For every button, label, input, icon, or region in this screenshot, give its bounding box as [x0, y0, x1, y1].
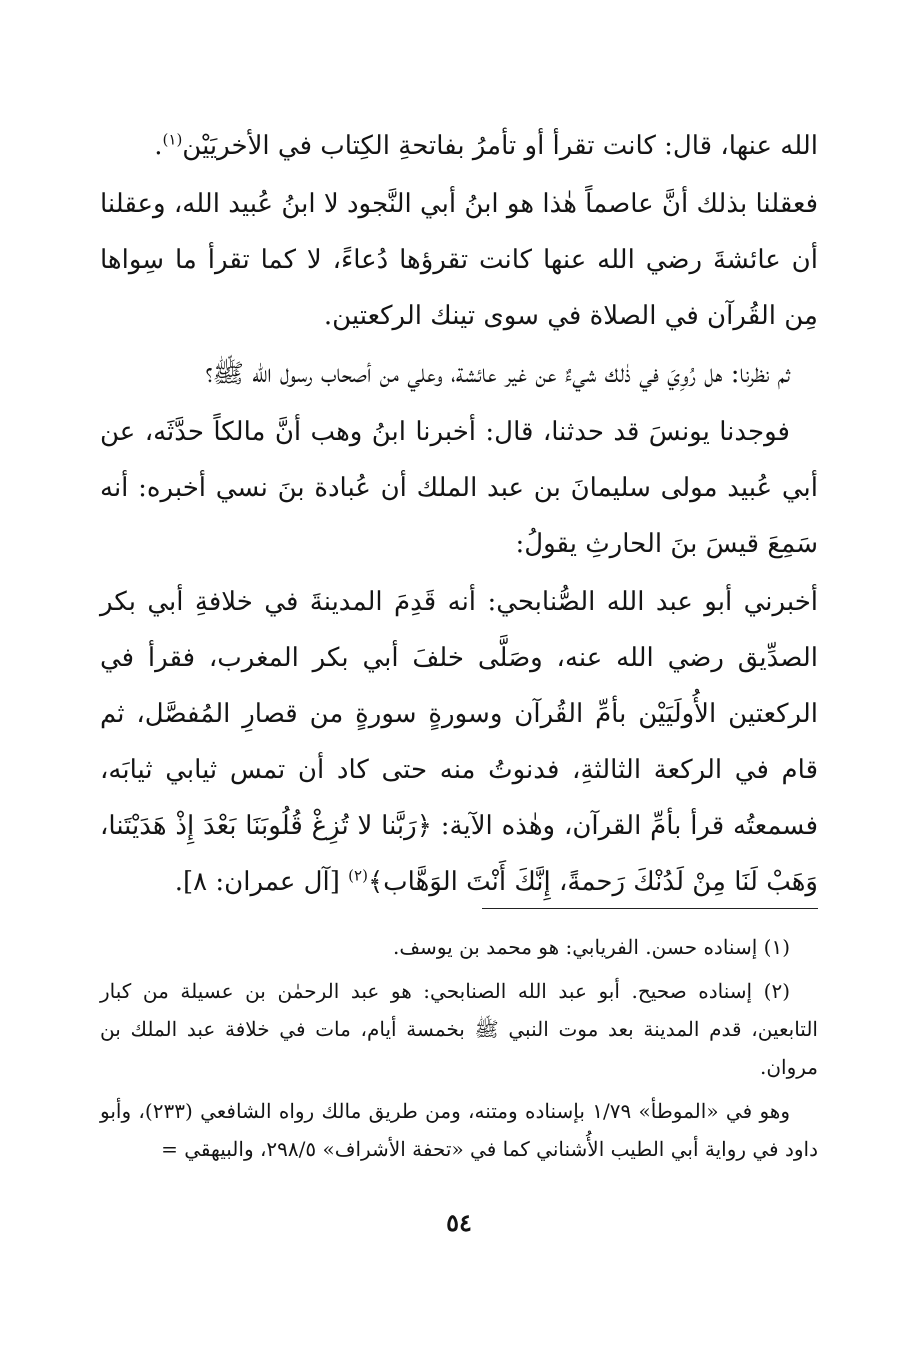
paragraph-tail: [آل عمران: ٨].: [174, 867, 349, 897]
paragraph-5: [100, 574, 818, 910]
footnote-marker-2: (٢): [348, 866, 368, 885]
footnotes: [100, 928, 818, 1168]
footnote-1: (١) إسناده حسن. الفريابي: هو محمد بن يوسف.: [393, 935, 790, 959]
footnote-separator: [482, 908, 818, 909]
paragraph-1: [100, 118, 818, 174]
paragraph-text: فوجدنا يونسَ قد حدثنا، قال: أخبرنا ابنُ وهب أنَّ مالكاً حدَّثَه، عن أبي عُبيد مولى سليمانَ بن عبد الملك أن عُبادة بنَ نسي أخبره: أنه سَمِعَ قيسَ بنَ الحارثِ يقولُ:: [100, 417, 818, 559]
paragraph-tail: .: [154, 131, 163, 161]
paragraph-text: ثم نظرنا: هل رُوِيَ في ذٰلك شيءٌ عن غير عائشة، وعلي من أصحاب رسول الله ﷺ؟: [205, 359, 790, 389]
footnote-3: وهو في «الموطأ» ١/٧٩ بإسناده ومتنه، ومن طريق مالك رواه الشافعي (٢٣٣)، وأبو داود في رواية أبي الطيب الأُشناني كما في «تحفة الأشراف» ٢٩٨/٥، والبيهقي =: [100, 1099, 818, 1161]
footnote-marker-1: (١): [162, 130, 183, 149]
main-text: [100, 118, 818, 910]
paragraph-2: [100, 176, 818, 344]
book-page: [100, 118, 818, 1338]
page-number: ٥٤: [446, 1208, 472, 1237]
paragraph-3: [100, 346, 818, 402]
paragraph-text: الله عنها، قال: كانت تقرأ أو تأمرُ بفاتحةِ الكِتاب في الأخريَيْن: [182, 131, 818, 161]
paragraph-text: فعقلنا بذلك أنَّ عاصماً هٰذا هو ابنُ أبي النَّجود لا ابنُ عُبيد الله، وعقلنا أن عائشةَ رضي الله عنها كانت تقرؤها دُعاءً، لا كما تقرأ ما سِواها مِن القُرآن في الصلاة في سوى تينك الركعتين.: [100, 189, 818, 331]
footnote-2: (٢) إسناده صحيح. أبو عبد الله الصنابحي: هو عبد الرحمٰن بن عسيلة من كبار التابعين، قدم المدينة بعد موت النبي ﷺ بخمسة أيام، مات في خلافة عبد الملك بن مروان.: [100, 979, 818, 1079]
paragraph-text: أخبرني أبو عبد الله الصُّنابحي: أنه قَدِمَ المدينةَ في خلافةِ أبي بكر الصدِّيق رضي الله عنه، وصَلَّى خلفَ أبي بكر المغرب، فقرأ في الركعتين الأُولَيَيْن بأمِّ القُرآن وسورةٍ سورةٍ من قصارِ المُفصَّل، ثم قام في الركعة الثالثةِ، فدنوتُ منه حتى كاد أن تمس ثيابي ثيابَه، فسمعتُه قرأ بأمِّ القرآن، وهٰذه الآية: ﴿رَبَّنا لا تُزِغْ قُلُوبَنَا بَعْدَ إِذْ هَدَيْتَنا، وَهَبْ لَنَا مِنْ لَدُنْكَ رَحمةً، إِنَّكَ أَنْتَ الوَهَّاب﴾: [100, 587, 818, 897]
paragraph-4: [100, 404, 818, 572]
